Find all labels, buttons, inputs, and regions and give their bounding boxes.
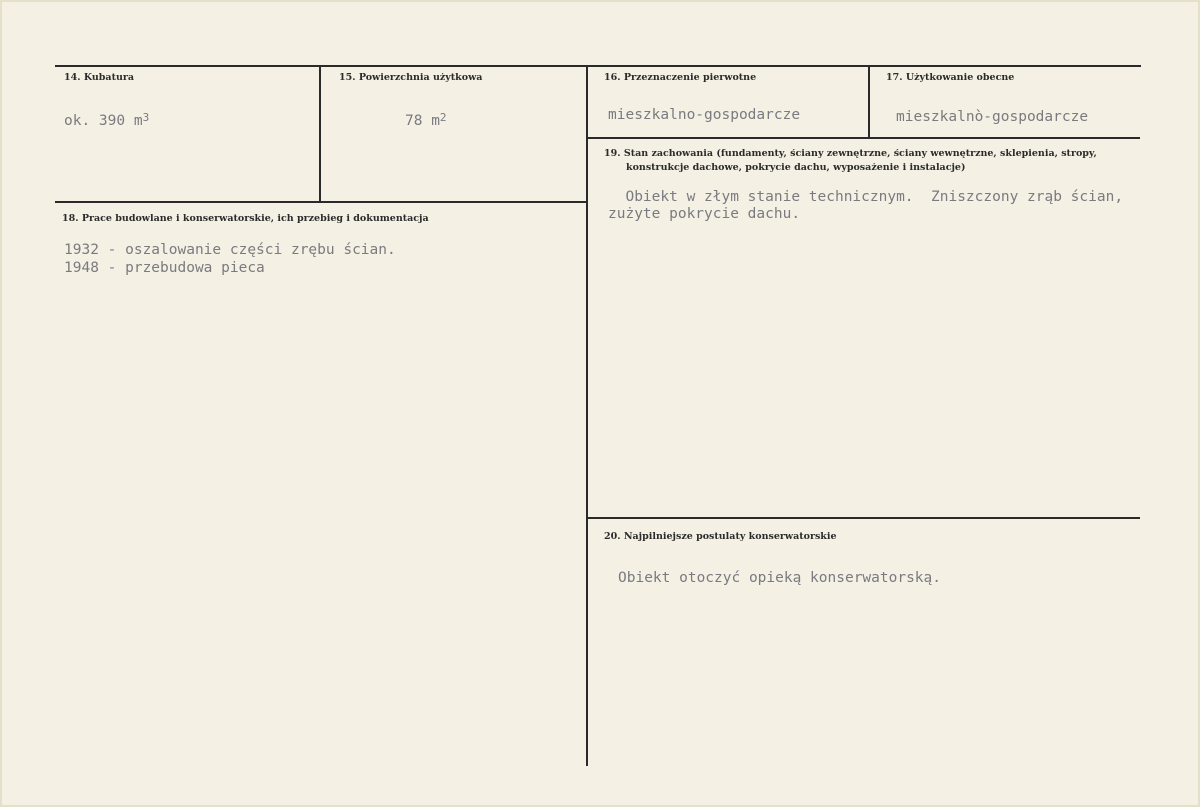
field-17-value: mieszkalnò-gospodarcze — [896, 109, 1089, 125]
field-20-label: 20. Najpilniejsze postulaty konserwatorskie — [604, 531, 837, 542]
field-14-unit-exponent: 3 — [142, 111, 150, 124]
rule-under-16-17 — [588, 137, 1140, 139]
field-19-line-2: zużyte pokrycie dachu. — [608, 206, 801, 222]
field-14-value — [64, 112, 149, 130]
field-18-line-1: 1932 - oszalowanie części zrębu ścian. — [64, 242, 396, 258]
field-20-value: Obiekt otoczyć opieką konserwatorską. — [618, 570, 942, 586]
field-18-label: 18. Prace budowlane i konserwatorskie, ich przebieg i dokumentacja — [62, 213, 429, 224]
top-rule — [55, 65, 1141, 67]
field-14-label: 14. Kubatura — [64, 72, 135, 83]
field-14-value-text: ok. 390 m — [64, 113, 143, 129]
rule-under-14-15 — [55, 201, 588, 203]
field-15-label: 15. Powierzchnia użytkowa — [339, 72, 483, 83]
field-17-label: 17. Użytkowanie obecne — [886, 72, 1015, 83]
field-16-value: mieszkalno-gospodarcze — [608, 107, 801, 123]
rule-above-20 — [588, 517, 1140, 519]
main-column-divider — [586, 66, 588, 766]
field-18-line-2: 1948 - przebudowa pieca — [64, 260, 265, 276]
field-15-value-text: 78 m — [405, 113, 440, 129]
field-16-label: 16. Przeznaczenie pierwotne — [604, 72, 757, 83]
field-19-label-line-2: konstrukcje dachowe, pokrycie dachu, wyposażenie i instalacje) — [626, 162, 966, 173]
field-15-value — [405, 112, 447, 130]
divider-14-15 — [319, 66, 321, 202]
divider-16-17 — [868, 66, 870, 138]
field-19-line-1: Obiekt w złym stanie technicznym. Zniszczony zrąb ścian, — [608, 189, 1124, 205]
field-19-label-line-1: 19. Stan zachowania (fundamenty, ściany zewnętrzne, ściany wewnętrzne, sklepienia, stropy, — [604, 148, 1097, 159]
field-15-unit-exponent: 2 — [439, 111, 447, 124]
